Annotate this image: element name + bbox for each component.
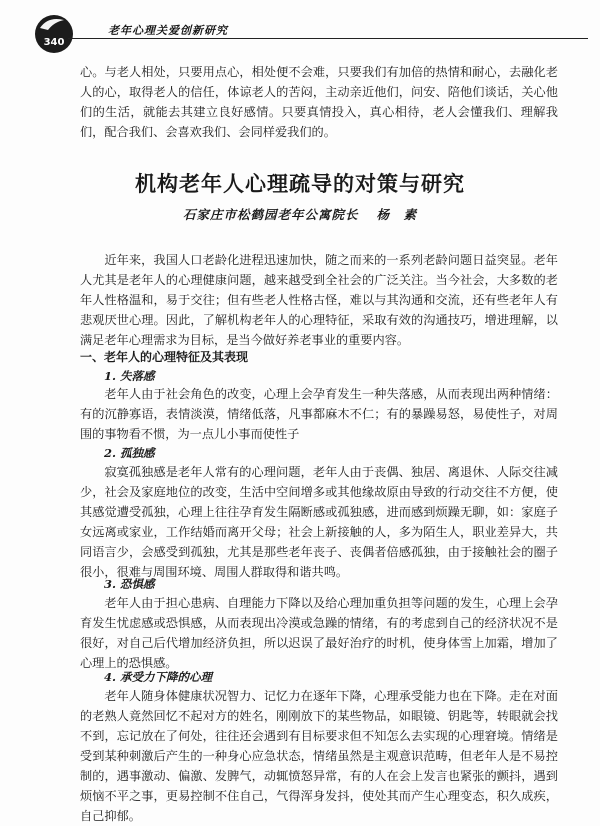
subsection-heading: 1. 失落感 [104, 369, 155, 383]
author-name: 杨 素 [376, 207, 418, 222]
subsection-heading: 2. 孤独感 [104, 446, 155, 460]
page-number: 340 [43, 37, 65, 48]
running-title: 老年心理关爱创新研究 [108, 24, 228, 37]
subsection-text: 老年人由于担心患病、自理能力下降以及给心理加重负担等问题的发生，心理上会孕育发生忧虑感或恐惧感，从而表现出冷漠或急躁的情绪，有的考虑到自己的经济状况不是很好，对自己后代增加经济负担，所以迟误了最好治疗的时机，使身体雪上加霜，增加了心理上的恐惧感。 [80, 596, 558, 670]
subsection-text: 寂寞孤独感是老年人常有的心理问题，老年人由于丧偶、独居、离退休、人际交往减少，社会及家庭地位的改变，生活中空间增多或其他缘故原由导致的行动交往不方便，使其感觉遭受孤独，心理上往往孕育发生隔断感或孤独感，进而感到烦躁无聊，如：家庭子女远离或家业，工作结婚而离开父母；社会上新接触的人，多为陌生人，职业差异大，共同语言少，会感受到孤独，尤其是那些老年丧子、丧偶者倍感孤独，由于接触社会的圈子很小，很难与周围环境、周围人群取得和谐共鸣。 [80, 465, 558, 579]
subsection-heading: 3. 恐惧感 [104, 577, 155, 591]
subsection-text: 老年人由于社会角色的改变，心理上会孕育发生一种失落感，从而表现出两种情绪：有的沉静寡语，表情淡漠，情绪低落，凡事都麻木不仁；有的暴躁易怒，易使性子，对周围的事物看不惯，为一点儿小事而使性子 [80, 387, 558, 441]
page-number-badge [34, 14, 74, 54]
author-affiliation: 石家庄市松鹤园老年公寓院长 [182, 207, 359, 222]
article-title: 机构老年人心理疏导的对策与研究 [135, 171, 465, 196]
intro-paragraph: 近年来，我国人口老龄化进程迅速加快，随之而来的一系列老龄问题日益突显。老年人尤其是老年人的心理健康问题，越来越受到全社会的广泛关注。当今社会，大多数的老年人性格温和，易于交往；但有些老人性格古怪，难以与其沟通和交流，还有些老年人有悲观厌世心理。因此，了解机构老年人的心理特征，采取有效的沟通技巧，增进理解，以满足老年心理需求为目标，是当今做好养老事业的重要内容。 [80, 253, 558, 347]
subsection-heading: 4. 承受力下降的心理 [104, 670, 213, 684]
header-rule [68, 38, 588, 39]
subsection-text: 老年人随身体健康状况智力、记忆力在逐年下降，心理承受能力也在下降。走在对面的老熟人竟然回忆不起对方的姓名，刚刚放下的某些物品，如眼镜、钥匙等，转眼就会找不到，忘记放在了何处，往往还会遇到有目标要求但不知怎么去实现的心理窘境。情绪是受到某种刺激后产生的一种身心应急状态，情绪虽然是主观意识范畴，但老年人是不易控制的，遇事激动、偏激、发脾气，动辄愤怒异常，有的人在会上发言也紧张的颤抖，遇到烦恼不平之事，更易控制不住自己，气得浑身发抖，使处其而产生心理变态，积久成疾，自己抑郁。 [80, 689, 558, 823]
running-header [28, 12, 588, 56]
byline [0, 205, 600, 223]
section-heading: 一、老年人的心理特征及其表现 [80, 350, 249, 364]
top-paragraph: 心。与老人相处，只要用点心，相处便不会难，只要我们有加倍的热情和耐心，去融化老人的心，取得老人的信任，体谅老人的苦闷，主动亲近他们，问安、陪他们谈话，关心他们的生活，就能去其建立良好感情。只要真情投入，真心相待，老人会懂我们、理解我们，配合我们、会喜欢我们、会同样爱我们的。 [80, 65, 558, 139]
